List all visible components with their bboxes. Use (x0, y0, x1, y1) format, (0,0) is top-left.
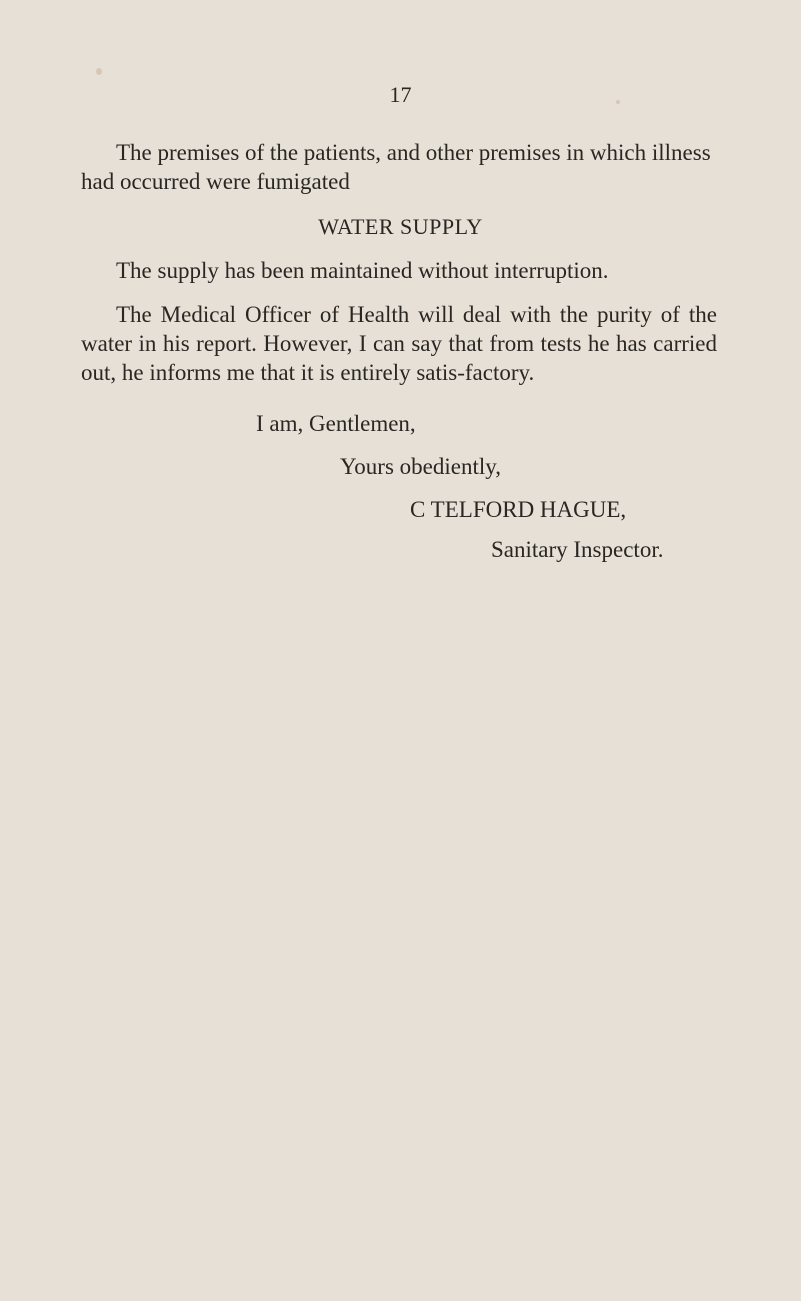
paragraph-supply: The supply has been maintained without interruption. (116, 258, 609, 283)
closing-salutation: I am, Gentlemen, (256, 411, 416, 436)
signatory-name: C TELFORD HAGUE, (410, 497, 627, 522)
page-number: 17 (389, 82, 412, 107)
paper-speck (96, 68, 102, 75)
paragraph-purity: The Medical Officer of Health will deal with the purity of the water in his report. However, I can say that from tests he has carried out, he informs me that it is entirely satis-factory. (81, 302, 717, 385)
closing-valediction: Yours obediently, (340, 454, 502, 479)
paragraph-fumigation: The premises of the patients, and other premises in which illness had occurred were fumigated (81, 140, 711, 194)
signatory-title: Sanitary Inspector. (491, 537, 664, 562)
section-heading-water-supply: WATER SUPPLY (318, 214, 483, 239)
